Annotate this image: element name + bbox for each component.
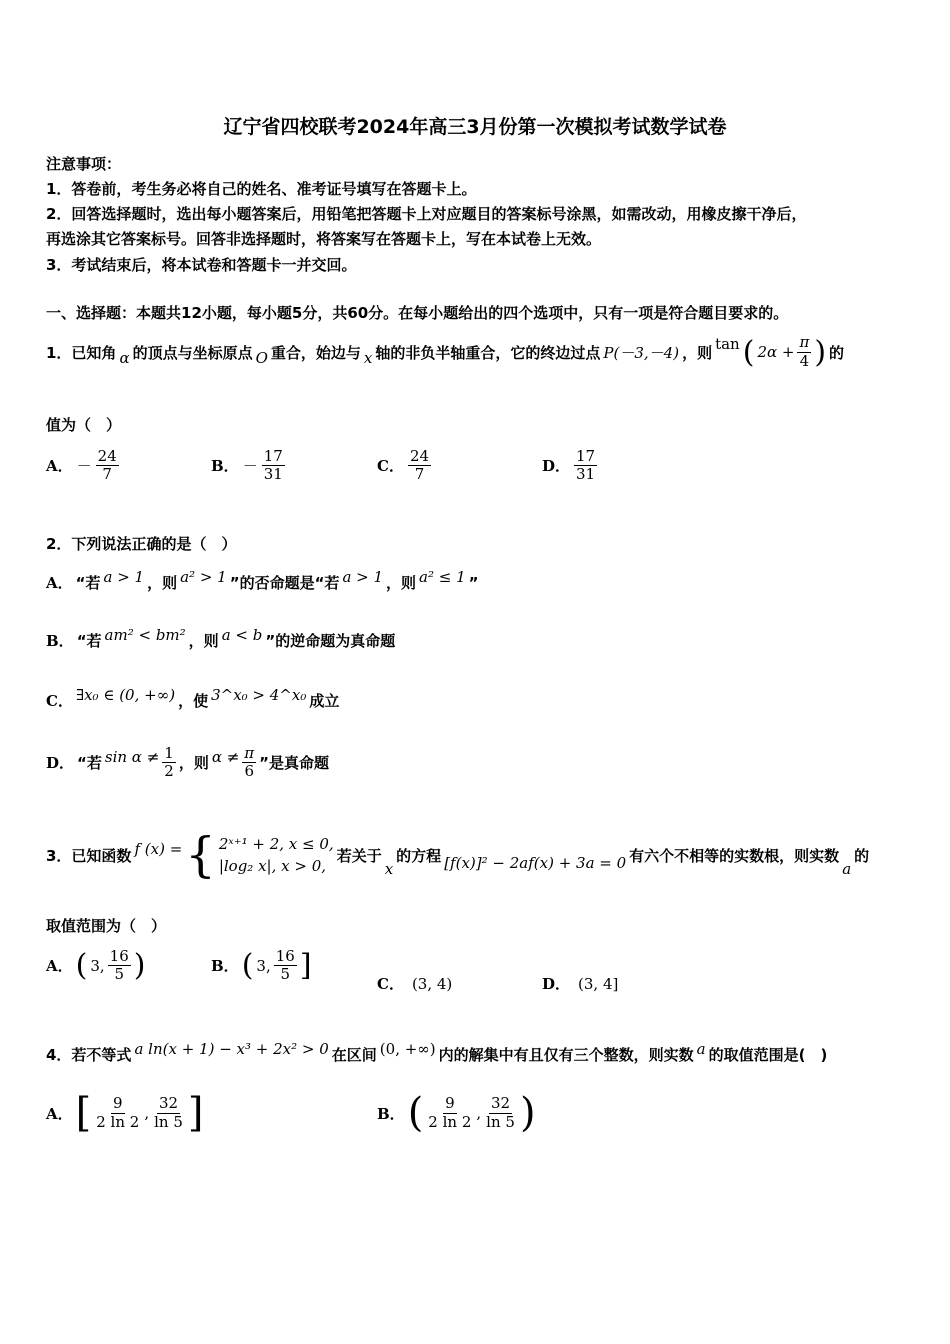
- option-label: C．: [46, 692, 73, 710]
- q4-text-4: 的取值范围是( ): [708, 1046, 828, 1064]
- q2-option-a[interactable]: [46, 567, 479, 593]
- page-title: 辽宁省四校联考2024年高三3月份第一次模拟考试数学试卷: [223, 116, 727, 138]
- frac-num: 16: [109, 947, 129, 965]
- q3-piecewise: [219, 835, 334, 875]
- frac-den: 31: [576, 465, 596, 484]
- option-value: (3, 4): [411, 974, 453, 993]
- q1-paren-right: ): [814, 334, 827, 370]
- q1-text-2: 的顶点与坐标原点: [132, 343, 253, 362]
- option-label: B．: [211, 957, 239, 976]
- option-sign: －: [76, 457, 92, 476]
- q3-function-name: f (x) =: [134, 840, 183, 858]
- q1-option-d[interactable]: [542, 448, 597, 484]
- option-label: C．: [377, 975, 404, 993]
- option-label: B．: [211, 457, 239, 476]
- option-label: A．: [46, 457, 73, 476]
- option-text: ”的逆命题为真命题: [265, 632, 396, 650]
- q4-inequality: a ln(x + 1) − x³ + 2x² > 0: [134, 1039, 329, 1058]
- option-label: C．: [377, 457, 404, 476]
- q2-option-d[interactable]: [46, 745, 329, 781]
- option-text: 3,: [256, 956, 271, 975]
- frac-den: ln 5: [486, 1112, 515, 1131]
- option-comma: ,: [476, 1104, 482, 1122]
- q3-x: x: [384, 860, 394, 878]
- q1-four: 4: [799, 351, 810, 370]
- option-label: B．: [46, 632, 74, 650]
- q1-text-1: 1．已知角: [46, 343, 117, 362]
- q3-text-5: 的: [854, 846, 870, 865]
- q4-text-1: 4．若不等式: [46, 1046, 132, 1064]
- frac-num: 17: [576, 447, 596, 465]
- q3-text-4: 有六个不相等的实数根，则实数: [629, 846, 840, 865]
- option-math: sin α ≠: [104, 747, 160, 766]
- q1-option-b[interactable]: [211, 448, 285, 484]
- option-math: a < b: [221, 625, 263, 644]
- option-bracket-left: (: [407, 1090, 424, 1136]
- notice-heading: 注意事项：: [46, 155, 122, 173]
- q3-a: a: [842, 860, 852, 878]
- option-text: ”的否命题是“若: [229, 574, 340, 592]
- option-bracket-right: ]: [299, 948, 312, 984]
- q1-x: x: [363, 349, 373, 367]
- option-label: D．: [542, 457, 571, 476]
- q3-case-1: 2ˣ⁺¹ + 2, x ≤ 0,: [218, 835, 334, 853]
- option-fraction: [162, 745, 176, 781]
- option-bracket-right: ): [519, 1090, 536, 1136]
- q1-text-6: 的: [829, 343, 845, 362]
- option-sign: －: [242, 457, 258, 476]
- option-fraction: [152, 1095, 185, 1131]
- q1-pi-over-4: [797, 334, 811, 370]
- frac-num: π: [244, 744, 255, 762]
- frac-den: 2 ln 2: [96, 1112, 140, 1131]
- q4-interval: (0, +∞): [379, 1039, 436, 1058]
- q2-option-c[interactable]: [46, 685, 340, 711]
- option-text: ，则: [386, 574, 417, 592]
- q1-alpha: α: [119, 349, 130, 367]
- q1-text-7: 值为（ ）: [46, 416, 122, 434]
- q1-point: P(－3,－4): [603, 343, 680, 362]
- frac-num: 24: [409, 447, 430, 465]
- option-value: (3, 4]: [578, 974, 619, 993]
- notice-item-3: 3．考试结束后，将本试卷和答题卡一并交回。: [46, 256, 357, 274]
- option-label: D．: [542, 975, 571, 993]
- q3-text-3: 的方程: [396, 846, 442, 865]
- q3-option-b[interactable]: [211, 948, 312, 984]
- option-bracket-right: ): [133, 948, 146, 984]
- frac-num: 24: [97, 447, 117, 465]
- frac-den: ln 5: [154, 1112, 183, 1131]
- option-fraction: [262, 448, 285, 484]
- frac-num: 9: [113, 1094, 123, 1113]
- option-fraction: [274, 948, 297, 984]
- frac-den: 2: [164, 762, 174, 781]
- q1-tan: tan: [715, 335, 740, 353]
- option-text: ，则: [147, 574, 178, 592]
- q3-text-2: 若关于: [336, 846, 382, 865]
- option-fraction: [94, 1095, 141, 1131]
- option-bracket-right: ]: [187, 1090, 204, 1136]
- option-fraction: [426, 1095, 473, 1131]
- notice-item-2a: 2．回答选择题时，选出每小题答案后，用铅笔把答题卡上对应题目的答案标号涂黑，如需改动，用橡皮擦干净后，: [46, 205, 807, 223]
- section-heading: 一、选择题：本题共12小题，每小题5分，共60分。在每小题给出的四个选项中，只有一项是符合题目要求的。: [46, 304, 789, 322]
- option-text: 成立: [309, 692, 340, 710]
- q4-a: a: [696, 1039, 706, 1058]
- q1-text-3: 重合，始边与: [270, 343, 361, 362]
- option-text: “若: [76, 632, 102, 650]
- option-text: “若: [75, 574, 101, 592]
- notice-item-1: 1．答卷前，考生务必将自己的姓名、准考证号填写在答题卡上。: [46, 180, 477, 198]
- frac-num: 32: [491, 1094, 511, 1113]
- frac-num: 1: [164, 744, 174, 762]
- q4-option-b[interactable]: [377, 1090, 536, 1136]
- option-math: ∃x₀ ∈ (0, +∞): [75, 685, 176, 704]
- option-fraction: [242, 745, 256, 781]
- option-math: α ≠: [211, 747, 240, 766]
- option-text: ”: [468, 573, 479, 592]
- option-text: “若: [77, 754, 102, 773]
- q1-text-4: 轴的非负半轴重合，它的终边过点: [375, 343, 601, 362]
- q1-origin: O: [255, 349, 268, 367]
- option-label: D．: [46, 754, 75, 773]
- q1-text-5: ，则: [682, 343, 713, 362]
- option-fraction: [574, 448, 597, 484]
- option-label: A．: [46, 1104, 73, 1123]
- q3-case-2: |log₂ x|, x > 0,: [218, 857, 327, 875]
- q1-option-c[interactable]: [377, 448, 431, 484]
- option-text: ，使: [178, 692, 209, 710]
- q4-option-a[interactable]: [46, 1090, 204, 1136]
- frac-den: 2 ln 2: [428, 1112, 472, 1131]
- q3-option-d[interactable]: [542, 973, 618, 994]
- option-label: B．: [377, 1104, 405, 1123]
- frac-den: 6: [244, 762, 254, 781]
- q3-option-c[interactable]: [377, 973, 452, 994]
- frac-den: 5: [280, 965, 291, 984]
- frac-den: 7: [414, 465, 425, 484]
- option-bracket-left: [: [75, 1090, 92, 1136]
- option-bracket-left: (: [241, 948, 254, 984]
- q1-option-a[interactable]: [46, 448, 119, 484]
- option-math: a² > 1: [180, 567, 227, 586]
- frac-num: 16: [275, 947, 295, 965]
- option-text: 3,: [90, 956, 105, 975]
- question-3-stem: [46, 824, 869, 886]
- frac-den: 5: [114, 965, 124, 984]
- option-fraction: [108, 948, 131, 984]
- frac-den: 31: [263, 465, 283, 484]
- option-math: am² < bm²: [104, 625, 186, 644]
- q3-text-1: 3．已知函数: [46, 846, 132, 865]
- q3-equation: [f(x)]² − 2af(x) + 3a = 0: [444, 854, 627, 872]
- q4-text-2: 在区间: [331, 1046, 377, 1064]
- option-math: a > 1: [103, 567, 145, 586]
- q3-text-6: 取值范围为（ ）: [46, 917, 167, 935]
- option-comma: ,: [144, 1104, 150, 1122]
- option-bracket-left: (: [75, 948, 88, 984]
- notice-item-2b: 再选涂其它答案标号。回答非选择题时，将答案写在答题卡上，写在本试卷上无效。: [46, 230, 602, 248]
- option-label: A．: [46, 957, 73, 976]
- option-math: a > 1: [342, 567, 384, 586]
- frac-den: 7: [102, 465, 112, 484]
- q2-option-b[interactable]: [46, 625, 396, 651]
- option-text: ”是真命题: [259, 754, 330, 773]
- option-fraction: [484, 1095, 517, 1131]
- option-fraction: [96, 448, 119, 484]
- option-label: A．: [46, 574, 73, 592]
- frac-num: 17: [263, 447, 283, 465]
- frac-num: 9: [445, 1094, 455, 1113]
- q3-option-a[interactable]: [46, 948, 145, 984]
- option-text: ，则: [188, 632, 219, 650]
- frac-num: 32: [158, 1094, 179, 1113]
- option-fraction: [408, 448, 431, 484]
- option-math: 3^x₀ > 4^x₀: [211, 685, 307, 704]
- q3-brace: {: [185, 827, 216, 883]
- q1-paren-left: (: [742, 334, 755, 370]
- question-2-stem: 2．下列说法正确的是（ ）: [46, 535, 237, 553]
- q4-text-3: 内的解集中有且仅有三个整数，则实数: [438, 1046, 694, 1064]
- option-math: a² ≤ 1: [419, 567, 466, 586]
- q1-pi: π: [799, 333, 810, 352]
- question-4-stem: [46, 1038, 828, 1064]
- question-1-stem: [46, 332, 844, 372]
- q1-arg: 2α +: [757, 343, 795, 361]
- option-text: ，则: [178, 754, 209, 773]
